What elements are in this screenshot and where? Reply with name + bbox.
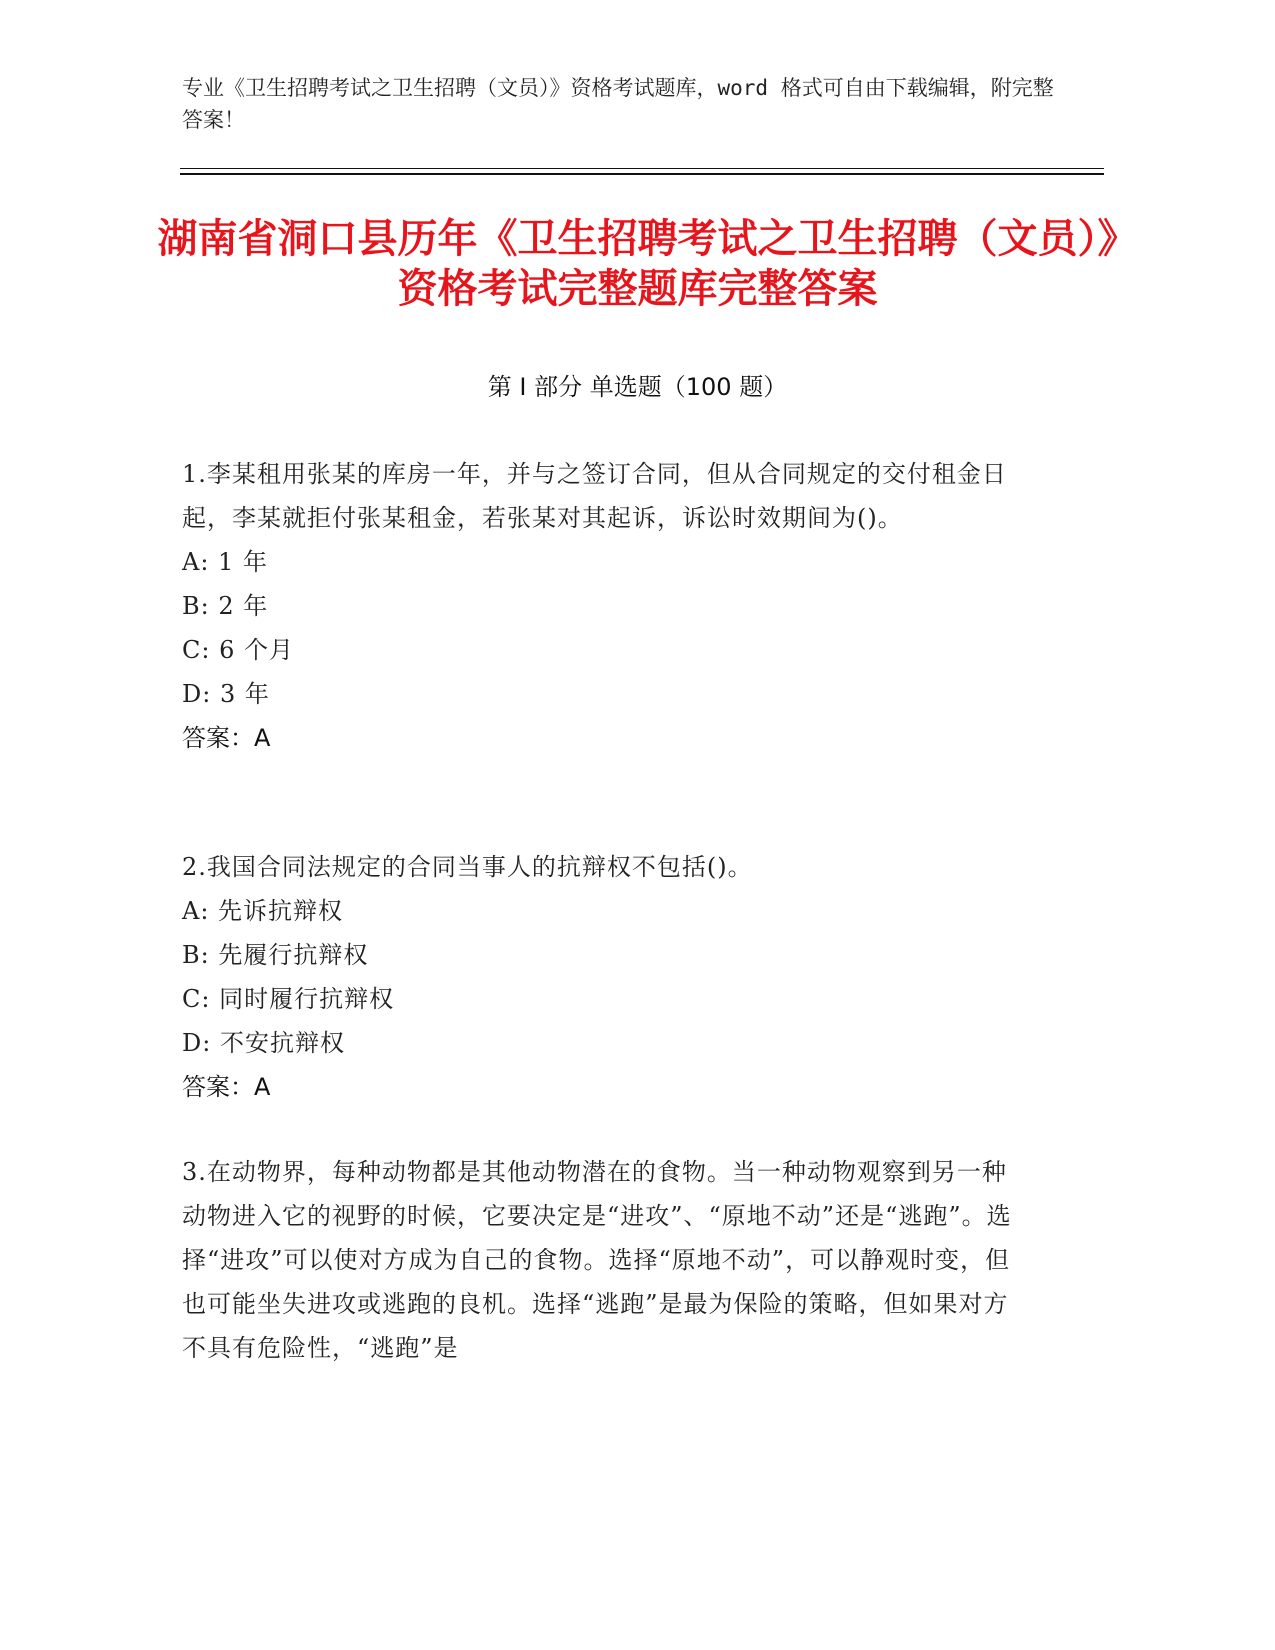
header-divider-thick: [180, 173, 1104, 175]
document-title: 湖南省洞口县历年《卫生招聘考试之卫生招聘（文员）》资格考试完整题库完整答案: [157, 216, 1118, 312]
question-3: [182, 1150, 1022, 1370]
question-1: [182, 452, 1022, 760]
option-b: B: 2 年: [182, 592, 269, 620]
section-heading: 第 I 部分 单选题（100 题）: [487, 373, 788, 401]
option-b: B: 先履行抗辩权: [182, 941, 369, 969]
answer-label: 答案：A: [182, 724, 271, 752]
answer-label: 答案：A: [182, 1073, 271, 1101]
question-stem: 2.我国合同法规定的合同当事人的抗辩权不包括()。: [182, 853, 753, 881]
option-c: C: 6 个月: [182, 636, 294, 664]
option-d: D: 3 年: [182, 680, 270, 708]
option-c: C: 同时履行抗辩权: [182, 985, 395, 1013]
header-divider-thin: [180, 168, 1104, 169]
question-2: [182, 845, 1022, 1109]
option-d: D: 不安抗辩权: [182, 1029, 345, 1057]
option-a: A: 先诉抗辩权: [182, 897, 344, 925]
question-stem: 1.李某租用张某的库房一年，并与之签订合同，但从合同规定的交付租金日起，李某就拒付张某租金，若张某对其起诉，诉讼时效期间为()。: [182, 460, 1007, 532]
header-note: 专业《卫生招聘考试之卫生招聘（文员）》资格考试题库，word 格式可自由下载编辑，附完整答案！: [182, 76, 1054, 132]
question-stem: 3.在动物界，每种动物都是其他动物潜在的食物。当一种动物观察到另一种动物进入它的视野的时候，它要决定是“进攻”、“原地不动”还是“逃跑”。选择“进攻”可以使对方成为自己的食物。选择“原地不动”，可以静观时变，但也可能坐失进攻或逃跑的良机。选择“逃跑”是最为保险的策略，但如果对方不具有危险性，“逃跑”是: [182, 1158, 1012, 1362]
option-a: A: 1 年: [182, 548, 268, 576]
